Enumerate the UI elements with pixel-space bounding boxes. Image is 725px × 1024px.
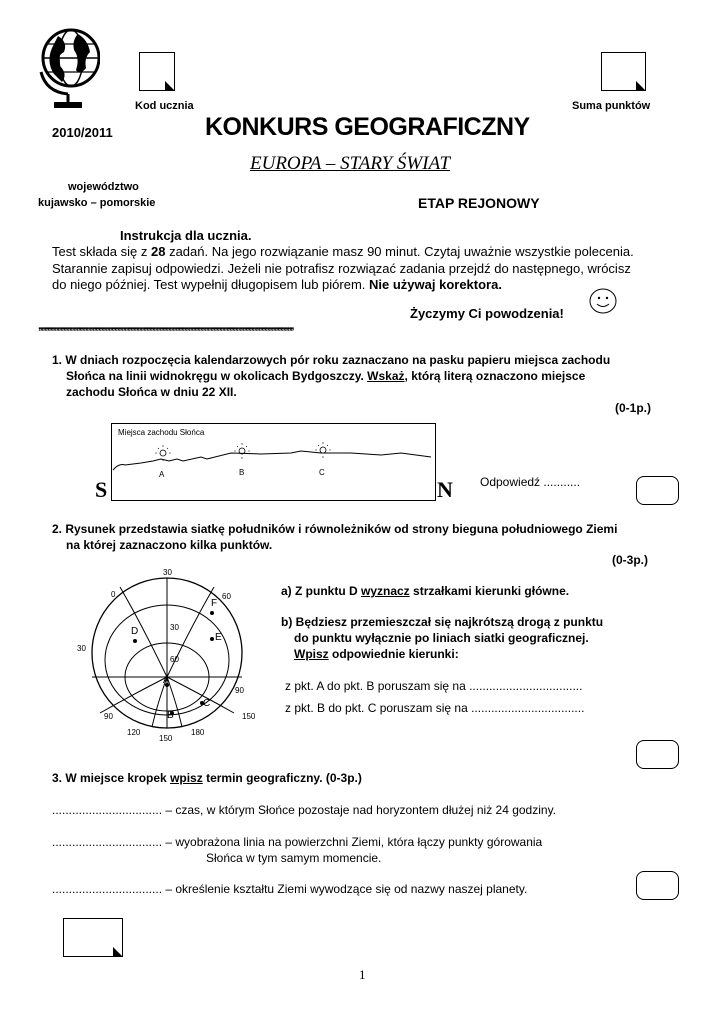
student-code-label: Kod ucznia <box>135 100 194 112</box>
grid-point-e: E <box>215 632 222 643</box>
horizon-line <box>111 423 434 499</box>
subtitle: EUROPA – STARY ŚWIAT <box>250 153 451 174</box>
voivodeship-label: województwo <box>68 181 139 193</box>
grid-label-120: 120 <box>127 728 141 737</box>
sun-marker-a-icon <box>155 445 171 461</box>
total-points-label: Suma punktów <box>572 100 651 112</box>
q2-line-2: na której zaznaczono kilka punktów. <box>66 538 273 552</box>
q1-line-3: zachodu Słońca w dniu 22 XII. <box>66 385 237 399</box>
grid-point-b: B <box>167 710 174 721</box>
grid-label-60-mid: 60 <box>170 655 179 664</box>
q2-task-a: a) Z punktu D wyznacz strzałkami kierunki główne. <box>281 584 570 598</box>
q2-route-1[interactable]: z pkt. A do pkt. B poruszam się na .................................. <box>285 679 583 693</box>
grid-point-d: D <box>131 626 139 637</box>
grid-label-30-left: 30 <box>77 644 86 653</box>
q3-item-2[interactable]: ................................. – wyobrażona linia na powierzchni Ziemi, która łączy punkty górowania <box>52 835 543 849</box>
student-code-box[interactable] <box>139 52 175 91</box>
q3-score-box[interactable] <box>636 871 679 900</box>
q2-points: (0-3p.) <box>612 553 648 567</box>
school-year: 2010/2011 <box>52 125 113 140</box>
strip-side-s: S <box>95 477 108 502</box>
grid-label-90-left: 90 <box>104 712 113 721</box>
sun-marker-c-icon <box>315 442 331 458</box>
q3-item-2-cont: Słońca w tym samym momencie. <box>206 851 382 865</box>
q1-points: (0-1p.) <box>615 401 651 415</box>
strip-mark-b: B <box>239 468 245 477</box>
grid-label-150-bottom: 150 <box>159 734 173 743</box>
instructions-line-1: Test składa się z 28 zadań. Na jego rozwiązanie masz 90 minut. Czytaj uważnie wszystkie polecenia. <box>52 244 634 259</box>
q2-line-1: 2. Rysunek przedstawia siatkę południków i równoleżników od strony bieguna południowego Ziemi <box>52 522 618 536</box>
sun-marker-b-icon <box>234 443 250 459</box>
q2-task-b-line-3: Wpisz odpowiednie kierunki: <box>294 647 459 661</box>
grid-label-0: 0 <box>111 590 116 599</box>
q2-task-b-line-1: b) Będziesz przemieszczał się najkrótszą drogą z punktu <box>281 615 604 629</box>
good-luck-wish: Życzymy Ci powodzenia! <box>410 306 564 321</box>
grid-label-90-right: 90 <box>235 686 244 695</box>
voivodeship-value: kujawsko – pomorskie <box>38 197 156 209</box>
q1-answer[interactable]: Odpowiedź ........... <box>480 475 581 489</box>
grid-label-60-top: 60 <box>222 592 231 601</box>
q1-score-box[interactable] <box>636 476 679 505</box>
page-number: 1 <box>359 967 366 982</box>
grid-label-180: 180 <box>191 728 205 737</box>
total-points-box[interactable] <box>601 52 646 91</box>
q3-item-3[interactable]: ................................. – określenie kształtu Ziemi wywodzące się od nazwy naszej planety. <box>52 882 528 896</box>
smiley-icon <box>588 287 618 315</box>
bottom-note-box[interactable] <box>63 918 123 957</box>
separator-line: ,,,,,,,,,,,,,,,,,,,,,,,,,,,,,,,,,,,,,,,,,,,,,,,,,,,,,,,,,,,,,,,,,,,,,,,,,,,,,,,,,,,,,,,,,,,,,,,,,,,,,,,,,,,,,,,,,,,,,,,,,,,,,,,,,,,,,,,,,,,,,,,,,,,,,,,,,,,,,,,,,,,,,,,,,,,,,,, <box>38 320 293 332</box>
q2-score-box[interactable] <box>636 740 679 769</box>
q3-item-1[interactable]: ................................. – czas, w którym Słońce pozostaje nad horyzontem dłużej niż 24 godziny. <box>52 803 557 817</box>
strip-mark-c: C <box>319 468 325 477</box>
grid-label-150-right: 150 <box>242 712 256 721</box>
strip-side-n: N <box>437 477 453 502</box>
q3-heading: 3. W miejsce kropek wpisz termin geograficzny. (0-3p.) <box>52 771 362 785</box>
q2-task-b-line-2: do punktu wyłącznie po liniach siatki geograficznej. <box>294 631 589 645</box>
instructions-line-3: do niego później. Test wypełnij długopisem lub piórem. Nie używaj korektora. <box>52 277 502 292</box>
grid-point-f: F <box>211 598 218 609</box>
instructions-heading: Instrukcja dla ucznia. <box>120 228 252 243</box>
grid-point-a: A <box>163 675 170 686</box>
stage-label: ETAP REJONOWY <box>418 195 540 211</box>
q1-line-1: 1. W dniach rozpoczęcia kalendarzowych pór roku zaznaczano na pasku papieru miejsca zachodu <box>52 353 611 367</box>
q1-line-2: Słońca na linii widnokręgu w okolicach Bydgoszczy. Wskaż, którą literą oznaczono miejsce <box>66 369 586 383</box>
globe-logo-icon <box>38 22 100 112</box>
q2-route-2[interactable]: z pkt. B do pkt. C poruszam się na .................................. <box>285 701 585 715</box>
strip-mark-a: A <box>159 470 165 479</box>
grid-label-30-mid: 30 <box>170 623 179 632</box>
strip-title: Miejsca zachodu Słońca <box>118 428 205 437</box>
grid-label-30-top: 30 <box>163 568 172 577</box>
page-title: KONKURS GEOGRAFICZNY <box>205 113 530 141</box>
grid-point-c: C <box>203 698 211 709</box>
instructions-line-2: Starannie zapisuj odpowiedzi. Jeżeli nie potrafisz rozwiązać zadania przejdź do następnego, wrócisz <box>52 261 631 276</box>
